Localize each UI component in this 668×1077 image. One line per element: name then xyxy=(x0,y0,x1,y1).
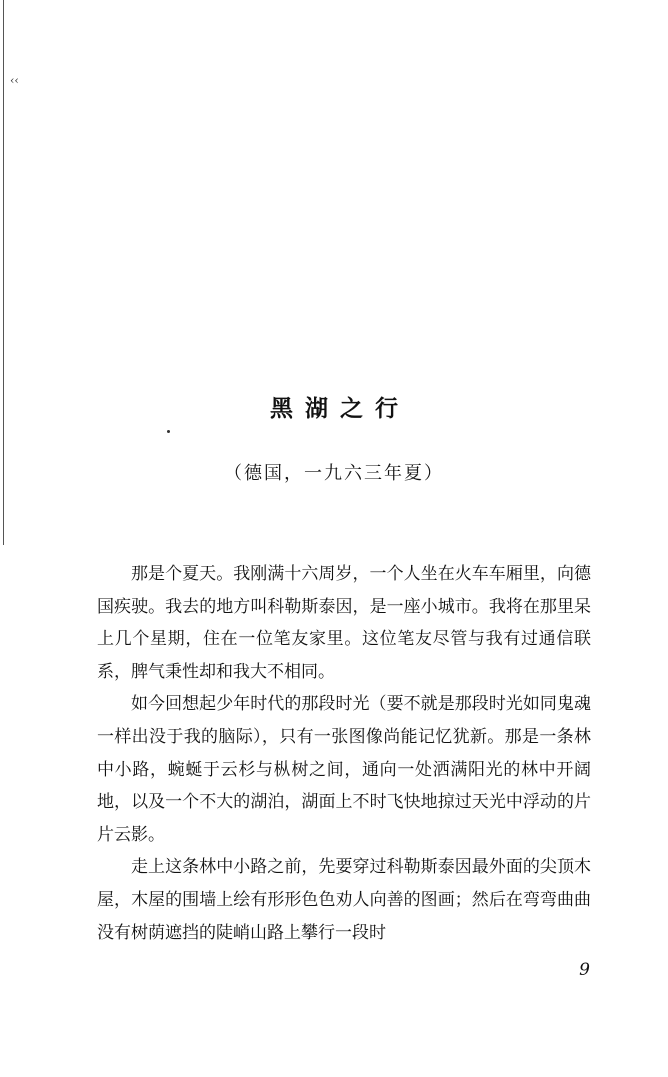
paragraph: 走上这条林中小路之前，先要穿过科勒斯泰因最外面的尖顶木屋，木屋的围墙上绘有形形色色劝人向善的图画；然后在弯弯曲曲没有树荫遮挡的陡峭山路上攀行一段时 xyxy=(97,857,591,943)
print-speck xyxy=(167,430,170,433)
paragraph: 那是个夏天。我刚满十六周岁，一个人坐在火车车厢里，向德国疾驶。我去的地方叫科勒斯泰因，是一座小城市。我将在那里呆上几个星期，住在一位笔友家里。这位笔友尽管与我有过通信联系，脾气秉性却和我大不相同。 xyxy=(97,564,591,682)
margin-mark: ‹‹ xyxy=(10,74,19,87)
body-text xyxy=(97,558,591,949)
chapter-title: 黑湖之行 xyxy=(270,395,410,422)
page-number: 9 xyxy=(579,960,590,980)
paragraph: 如今回想起少年时代的那段时光（要不就是那段时光如同鬼魂一样出没于我的脑际），只有一张图像尚能记忆犹新。那是一条林中小路，蜿蜒于云杉与枞树之间，通向一处洒满阳光的林中开阔地，以及一个不大的湖泊，湖面上不时飞快地掠过天光中浮动的片片云影。 xyxy=(97,694,591,845)
chapter-subtitle: （德国，一九六三年夏） xyxy=(224,463,444,484)
